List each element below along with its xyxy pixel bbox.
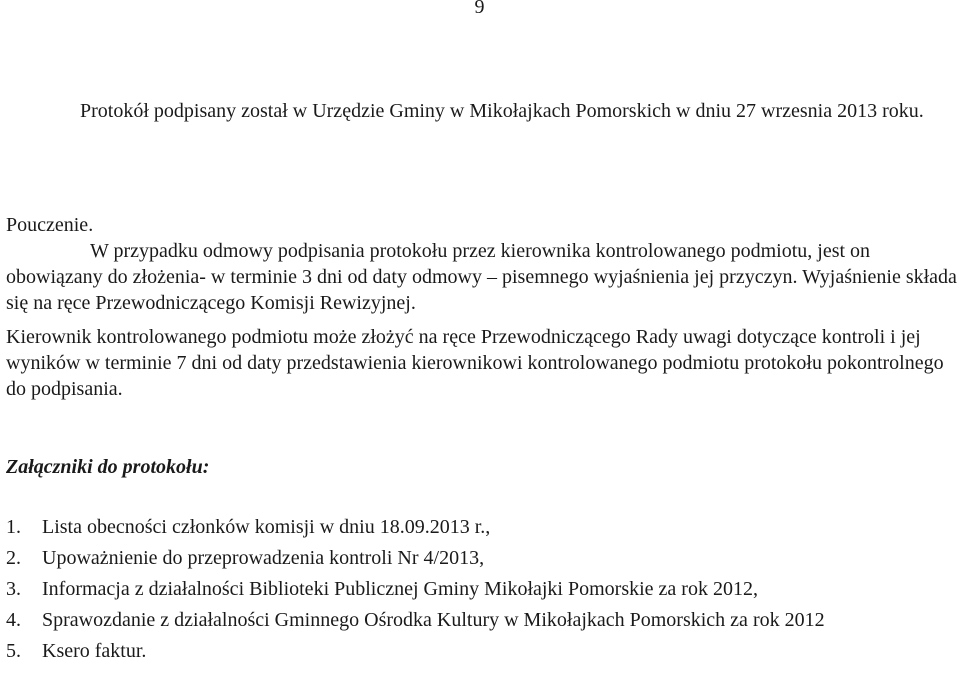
list-item-text: Ksero faktur. — [42, 640, 147, 662]
attachments-list — [6, 512, 956, 667]
list-item-number: 2. — [6, 547, 21, 569]
list-item-number: 5. — [6, 640, 21, 662]
list-item-number: 1. — [6, 516, 21, 538]
list-item — [6, 543, 956, 574]
kierownik-paragraph: Kierownik kontrolowanego podmiotu może złożyć na ręce Przewodniczącego Rady uwagi dotyczące kontroli i jej wyników w terminie 7 dni od daty przedstawienia kierownikowi kontrolowanego podmiotu protokołu pokontrolnego do podpisania. — [6, 326, 944, 400]
list-item-number: 4. — [6, 609, 21, 631]
list-item — [6, 574, 956, 605]
list-item-text: Informacja z działalności Biblioteki Publicznej Gminy Mikołajki Pomorskie za rok 2012, — [42, 578, 758, 600]
pouczenie-heading: Pouczenie. — [6, 214, 94, 236]
list-item — [6, 512, 956, 543]
list-item — [6, 605, 956, 636]
pouczenie-body: W przypadku odmowy podpisania protokołu przez kierownika kontrolowanego podmiotu, jest on obowiązany do złożenia- w terminie 3 dni od daty odmowy – pisemnego wyjaśnienia jej przyczyn. Wyjaśnienie składa się na ręce Przewodniczącego Komisji Rewizyjnej. — [6, 240, 957, 314]
signed-statement: Protokół podpisany został w Urzędzie Gminy w Mikołajkach Pomorskich w dniu 27 wrzesnia 2013 roku. — [80, 100, 924, 122]
list-item-number: 3. — [6, 578, 21, 600]
list-item-text: Lista obecności członków komisji w dniu 18.09.2013 r., — [42, 516, 491, 538]
page-number: 9 — [474, 0, 485, 18]
list-item-text: Upoważnienie do przeprowadzenia kontroli Nr 4/2013, — [42, 547, 485, 569]
list-item — [6, 636, 956, 667]
attachments-heading: Załączniki do protokołu: — [6, 456, 210, 478]
list-item-text: Sprawozdanie z działalności Gminnego Ośrodka Kultury w Mikołajkach Pomorskich za rok 2012 — [42, 609, 825, 631]
